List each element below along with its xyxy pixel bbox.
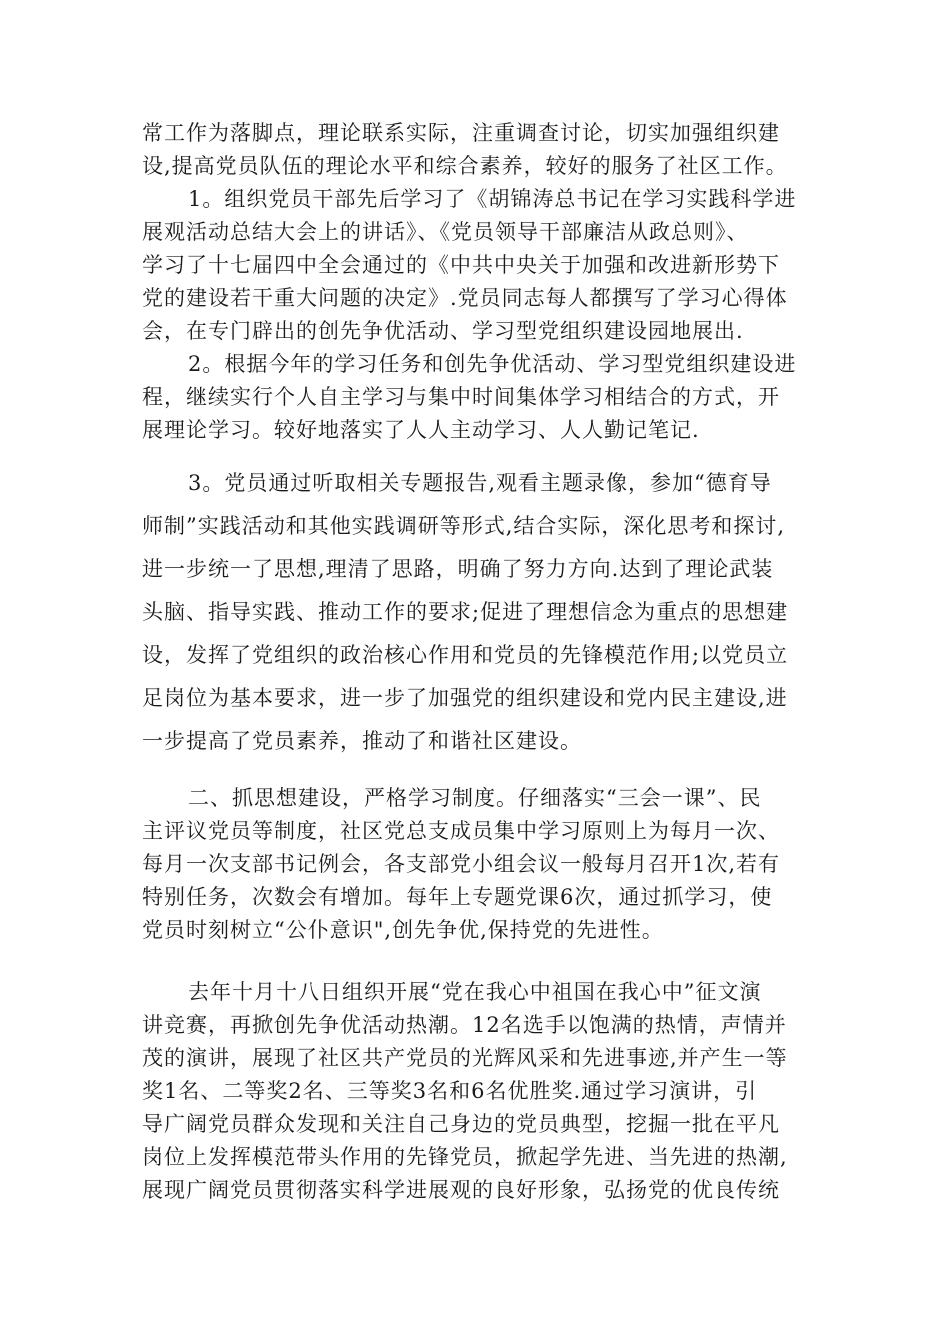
text-line: 进一步统一了思想,理清了思路，明确了努力方向.达到了理论武装 — [142, 557, 774, 581]
text-line: 足岗位为基本要求，进一步了加强党的组织建设和党内民主建设,进 — [142, 686, 788, 710]
text-line: 学习了十七届四中全会通过的《中共中央关于加强和改进新形势下 — [142, 253, 780, 277]
text-line: 头脑、指导实践、推动工作的要求;促进了理想信念为重点的思想建 — [142, 600, 789, 624]
text-line: 每月一次支部书记例会，各支部党小组会议一般每月召开1次,若有 — [142, 852, 781, 876]
text-line: 设，发挥了党组织的政治核心作用和党员的先锋模范作用;以党员立 — [142, 643, 789, 667]
text-line: 设,提高党员队伍的理论水平和综合素养，较好的服务了社区工作。 — [142, 154, 788, 178]
text-line: 2。根据今年的学习任务和创先争优活动、学习型党组织建设进 — [188, 352, 797, 376]
text-line: 展理论学习。较好地落实了人人主动学习、人人勤记笔记. — [142, 418, 700, 442]
text-line: 党的建设若干重大问题的决定》.党员同志每人都撰写了学习心得体 — [142, 286, 788, 310]
text-line: 常工作为落脚点，理论联系实际，注重调查讨论，切实加强组织建 — [142, 121, 780, 145]
text-line: 一步提高了党员素养，推动了和谐社区建设。 — [142, 729, 582, 753]
text-line: 二、抓思想建设，严格学习制度。仔细落实“三会一课”、民 — [188, 786, 762, 810]
text-line: 岗位上发挥模范带头作用的先锋党员，掀起学先进、当先进的热潮, — [142, 1145, 788, 1169]
text-line: 奖1名、二等奖2名、三等奖3名和6名优胜奖.通过学习演讲，引 — [142, 1079, 758, 1103]
text-line: 特别任务，次数会有增加。每年上专题党课6次，通过抓学习，使 — [142, 885, 773, 909]
text-line: 1。组织党员干部先后学习了《胡锦涛总书记在学习实践科学进 — [188, 187, 797, 211]
text-line: 茂的演讲，展现了社区共产党员的光辉风采和先进事迹,并产生一等 — [142, 1046, 788, 1070]
text-line: 去年十月十八日组织开展“党在我心中祖国在我心中”征文演 — [188, 980, 762, 1004]
text-line: 党员时刻树立“公仆意识",创先争优,保持党的先进性。 — [142, 918, 664, 942]
text-line: 主评议党员等制度，社区党总支成员集中学习原则上为每月一次、 — [142, 819, 780, 843]
text-line: 导广阔党员群众发现和关注自己身边的党员典型，挖掘一批在平凡 — [142, 1112, 780, 1136]
text-line: 会，在专门辟出的创先争优活动、学习型党组织建设园地展出. — [142, 319, 744, 343]
text-line: 展现广阔党员贯彻落实科学进展观的良好形象，弘扬党的优良传统 — [142, 1178, 780, 1202]
text-line: 程，继续实行个人自主学习与集中时间集体学习相结合的方式，开 — [142, 385, 780, 409]
text-line: 讲竞赛，再掀创先争优活动热潮。12名选手以饱满的热情，声情并 — [142, 1013, 787, 1037]
text-line: 师制”实践活动和其他实践调研等形式,结合实际，深化思考和探讨, — [142, 514, 786, 538]
text-line: 3。党员通过听取相关专题报告,观看主题录像，参加“德育导 — [188, 471, 772, 495]
text-line: 展观活动总结大会上的讲话》、《党员领导干部廉洁从政总则》、 — [142, 220, 749, 244]
